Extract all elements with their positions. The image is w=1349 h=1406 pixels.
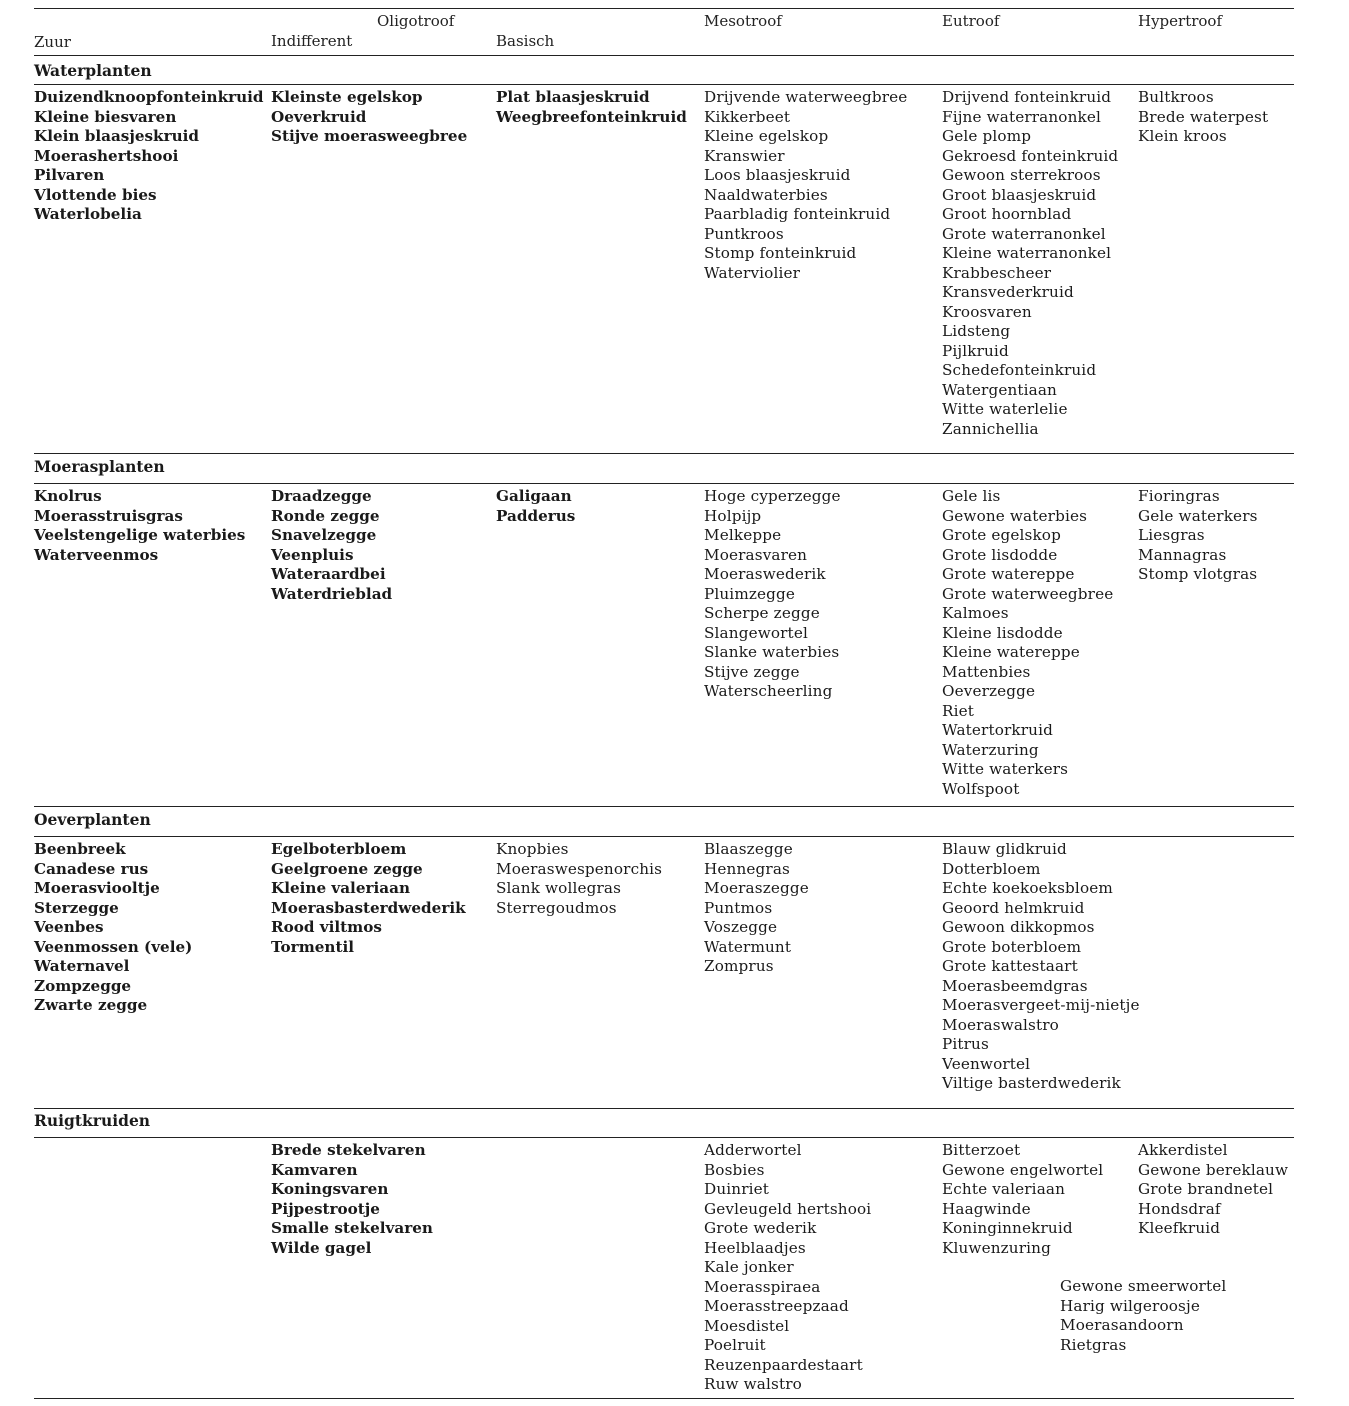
plant-name: Grote egelskop bbox=[942, 526, 1061, 544]
plant-name: Zomprus bbox=[704, 957, 774, 975]
waterplanten-eutroof-list bbox=[942, 88, 1118, 439]
plant-name: Loos blaasjeskruid bbox=[704, 166, 851, 184]
section-rule-waterplanten bbox=[34, 84, 1294, 85]
plant-name: Witte waterlelie bbox=[942, 400, 1068, 418]
plant-name: Gekroesd fonteinkruid bbox=[942, 146, 1119, 165]
oeverplanten-eutroof-list bbox=[942, 840, 1140, 1094]
plant-name: Grote wederik bbox=[704, 1219, 817, 1237]
plant-name: Veelstengelige waterbies bbox=[34, 526, 246, 544]
plant-name: Grote watereppe bbox=[942, 565, 1075, 583]
section-rule-oeverplanten bbox=[34, 836, 1294, 837]
plant-name: Blaaszegge bbox=[704, 840, 793, 858]
plant-name: Grote waterranonkel bbox=[942, 224, 1106, 243]
plant-name: Puntkroos bbox=[704, 224, 784, 243]
plant-name: Slanke waterbies bbox=[704, 643, 840, 661]
plant-name: Zompzegge bbox=[34, 976, 132, 995]
plant-name: Grote kattestaart bbox=[942, 957, 1078, 975]
plant-name: Wolfspoot bbox=[942, 779, 1020, 798]
plant-name: Grote lisdodde bbox=[942, 545, 1058, 564]
oeverplanten-basisch-list bbox=[496, 840, 662, 918]
plant-name: Groot hoornblad bbox=[942, 205, 1072, 223]
plant-name: Grote boterbloem bbox=[942, 937, 1082, 956]
plant-name: Oeverkruid bbox=[271, 107, 367, 126]
plant-name: Canadese rus bbox=[34, 859, 149, 878]
plant-name: Oeverzegge bbox=[942, 682, 1036, 700]
plant-name: Brede stekelvaren bbox=[271, 1141, 426, 1159]
section-rule-moerasplanten bbox=[34, 483, 1294, 484]
plant-name: Zwarte zegge bbox=[34, 996, 148, 1014]
plant-name: Zannichellia bbox=[942, 419, 1039, 438]
plant-name: Bultkroos bbox=[1138, 88, 1214, 106]
plant-name: Stomp fonteinkruid bbox=[704, 244, 857, 262]
table-top-rule bbox=[34, 8, 1294, 9]
plant-name: Slank wollegras bbox=[496, 879, 622, 897]
header-zuur: Zuur bbox=[34, 33, 71, 51]
plant-name: Groot blaasjeskruid bbox=[942, 185, 1097, 204]
plant-name: Grote brandnetel bbox=[1138, 1180, 1274, 1198]
plant-name: Echte koekoeksbloem bbox=[942, 879, 1113, 897]
plant-name: Reuzenpaardestaart bbox=[704, 1355, 863, 1374]
plant-name: Vlottende bies bbox=[34, 185, 157, 204]
header-basisch: Basisch bbox=[496, 32, 555, 50]
plant-name: Klein blaasjeskruid bbox=[34, 127, 200, 145]
plant-name: Moesdistel bbox=[704, 1316, 790, 1335]
plant-name: Drijvende waterweegbree bbox=[704, 88, 908, 106]
plant-name: Kleine valeriaan bbox=[271, 879, 410, 897]
plant-name: Pijlkruid bbox=[942, 341, 1009, 360]
plant-name: Liesgras bbox=[1138, 526, 1205, 544]
plant-name: Scherpe zegge bbox=[704, 604, 820, 622]
plant-name: Kleine watereppe bbox=[942, 643, 1080, 661]
plant-name: Pitrus bbox=[942, 1035, 989, 1053]
header-bottom-rule bbox=[34, 55, 1294, 56]
plant-name: Tormentil bbox=[271, 937, 355, 956]
plant-name: Kroosvaren bbox=[942, 302, 1032, 321]
plant-name: Gewone bereklauw bbox=[1138, 1160, 1289, 1179]
ruigtkruiden-hypertroof-list bbox=[1138, 1141, 1288, 1239]
waterplanten-hypertroof-list bbox=[1138, 88, 1268, 147]
plant-name: Koninginnekruid bbox=[942, 1219, 1073, 1237]
plant-name: Fijne waterranonkel bbox=[942, 107, 1102, 126]
plant-name: Haagwinde bbox=[942, 1199, 1031, 1218]
plant-name: Sterregoudmos bbox=[496, 898, 617, 917]
plant-name: Knopbies bbox=[496, 840, 569, 858]
waterplanten-basisch-list bbox=[496, 88, 687, 127]
plant-name: Moerasstreepzaad bbox=[704, 1297, 849, 1315]
moerasplanten-mesotroof-list bbox=[704, 487, 841, 702]
plant-name: Moerasspiraea bbox=[704, 1277, 821, 1296]
plant-name: Blauw glidkruid bbox=[942, 840, 1067, 858]
plant-name: Moerashertshooi bbox=[34, 146, 179, 165]
plant-name: Waterscheerling bbox=[704, 682, 833, 700]
plant-name: Waterveenmos bbox=[34, 545, 159, 564]
section-title-oeverplanten: Oeverplanten bbox=[34, 810, 151, 829]
plant-name: Veenmossen (vele) bbox=[34, 937, 193, 956]
plant-name: Veenwortel bbox=[942, 1054, 1031, 1073]
plant-name: Brede waterpest bbox=[1138, 107, 1269, 126]
section-title-moerasplanten: Moerasplanten bbox=[34, 457, 165, 476]
plant-name: Kamvaren bbox=[271, 1160, 358, 1179]
plant-name: Kranswier bbox=[704, 146, 785, 165]
section-title-waterplanten: Waterplanten bbox=[34, 61, 152, 80]
ruigtkruiden-mesotroof-list bbox=[704, 1141, 871, 1395]
plant-name: Beenbreek bbox=[34, 840, 126, 858]
plant-name: Kransvederkruid bbox=[942, 283, 1074, 301]
plant-name: Pijpestrootje bbox=[271, 1199, 380, 1218]
plant-name: Veenbes bbox=[34, 918, 104, 936]
header-eutroof: Eutroof bbox=[942, 12, 1000, 30]
plant-name: Weegbreefonteinkruid bbox=[496, 107, 687, 126]
plant-name: Drijvend fonteinkruid bbox=[942, 88, 1112, 106]
plant-name: Draadzegge bbox=[271, 487, 372, 505]
moerasplanten-basisch-list bbox=[496, 487, 575, 526]
plant-name: Gewone smeerwortel bbox=[1060, 1277, 1227, 1295]
plant-name: Moerasvaren bbox=[704, 545, 808, 564]
plant-name: Knolrus bbox=[34, 487, 102, 505]
plant-name: Slangewortel bbox=[704, 623, 808, 642]
plant-name: Moerasvergeet-mij-nietje bbox=[942, 996, 1140, 1014]
plant-name: Duinriet bbox=[704, 1180, 770, 1198]
plant-name: Kleine biesvaren bbox=[34, 107, 177, 126]
plant-name: Gele waterkers bbox=[1138, 506, 1258, 525]
plant-name: Veenpluis bbox=[271, 545, 354, 564]
plant-name: Moeraswalstro bbox=[942, 1015, 1059, 1034]
plant-name: Snavelzegge bbox=[271, 526, 377, 544]
plant-name: Viltige basterdwederik bbox=[942, 1074, 1121, 1092]
header-mesotroof: Mesotroof bbox=[704, 12, 782, 30]
waterplanten-mesotroof-list bbox=[704, 88, 907, 283]
plant-name: Ronde zegge bbox=[271, 506, 380, 525]
plant-name: Kleefkruid bbox=[1138, 1219, 1221, 1237]
plant-name: Plat blaasjeskruid bbox=[496, 88, 650, 106]
plant-name: Gewone waterbies bbox=[942, 506, 1088, 525]
plant-name: Witte waterkers bbox=[942, 760, 1069, 778]
plant-name: Naaldwaterbies bbox=[704, 185, 828, 204]
plant-name: Moerasandoorn bbox=[1060, 1316, 1184, 1334]
plant-name: Pilvaren bbox=[34, 166, 105, 184]
plant-name: Moeraszegge bbox=[704, 879, 809, 897]
plant-name: Schedefonteinkruid bbox=[942, 361, 1097, 379]
oeverplanten-zuur-list bbox=[34, 840, 192, 1016]
plant-name: Watergentiaan bbox=[942, 380, 1057, 399]
plant-name: Hennegras bbox=[704, 859, 790, 878]
plant-name: Holpijp bbox=[704, 506, 762, 525]
plant-name: Pluimzegge bbox=[704, 584, 796, 603]
plant-name: Waterdrieblad bbox=[271, 584, 393, 603]
plant-name: Voszegge bbox=[704, 918, 778, 936]
plant-name: Geoord helmkruid bbox=[942, 898, 1085, 917]
ruigtkruiden-spanning-list bbox=[1060, 1277, 1226, 1355]
plant-name: Hoge cyperzegge bbox=[704, 487, 841, 505]
plant-name: Gewoon sterrekroos bbox=[942, 166, 1101, 184]
plant-name: Kluwenzuring bbox=[942, 1238, 1051, 1257]
plant-name: Wilde gagel bbox=[271, 1238, 372, 1257]
ruigtkruiden-eutroof-list bbox=[942, 1141, 1103, 1258]
plant-name: Stijve moerasweegbree bbox=[271, 127, 468, 145]
section-top-rule-ruigtkruiden bbox=[34, 1108, 1294, 1109]
plant-name: Sterzegge bbox=[34, 898, 119, 917]
plant-name: Dotterbloem bbox=[942, 859, 1041, 878]
plant-name: Moerasstruisgras bbox=[34, 506, 183, 525]
plant-name: Gele lis bbox=[942, 487, 1001, 505]
plant-name: Waterzuring bbox=[942, 740, 1039, 759]
plant-name: Smalle stekelvaren bbox=[271, 1219, 433, 1237]
plant-name: Heelblaadjes bbox=[704, 1238, 806, 1257]
plant-name: Gele plomp bbox=[942, 127, 1032, 145]
plant-name: Grote waterweegbree bbox=[942, 584, 1114, 603]
plant-name: Kikkerbeet bbox=[704, 107, 791, 126]
plant-name: Riet bbox=[942, 701, 974, 720]
plant-name: Mattenbies bbox=[942, 662, 1031, 681]
moerasplanten-indifferent-list bbox=[271, 487, 392, 604]
plant-name: Melkeppe bbox=[704, 526, 782, 544]
section-top-rule-oeverplanten bbox=[34, 806, 1294, 807]
plant-name: Kleinste egelskop bbox=[271, 88, 423, 106]
plant-name: Kleine egelskop bbox=[704, 127, 829, 145]
plant-name: Waterlobelia bbox=[34, 205, 142, 223]
plant-name: Egelboterbloem bbox=[271, 840, 407, 858]
plant-name: Ruw walstro bbox=[704, 1375, 802, 1393]
waterplanten-indifferent-list bbox=[271, 88, 467, 147]
section-title-ruigtkruiden: Ruigtkruiden bbox=[34, 1111, 151, 1130]
oeverplanten-indifferent-list bbox=[271, 840, 466, 957]
plant-name: Puntmos bbox=[704, 898, 773, 917]
plant-name: Gevleugeld hertshooi bbox=[704, 1199, 872, 1218]
plant-name: Kleine lisdodde bbox=[942, 623, 1063, 642]
ruigtkruiden-indifferent-list bbox=[271, 1141, 433, 1258]
plant-name: Galigaan bbox=[496, 487, 572, 505]
plant-name: Bosbies bbox=[704, 1160, 765, 1179]
plant-name: Waterviolier bbox=[704, 263, 801, 282]
section-rule-ruigtkruiden bbox=[34, 1137, 1294, 1138]
plant-name: Geelgroene zegge bbox=[271, 859, 423, 878]
plant-name: Gewone engelwortel bbox=[942, 1160, 1104, 1179]
moerasplanten-hypertroof-list bbox=[1138, 487, 1258, 585]
oeverplanten-mesotroof-list bbox=[704, 840, 809, 977]
plant-name: Krabbescheer bbox=[942, 263, 1052, 282]
plant-name: Duizendknoopfonteinkruid bbox=[34, 88, 264, 106]
plant-name: Echte valeriaan bbox=[942, 1180, 1066, 1198]
plant-name: Koningsvaren bbox=[271, 1180, 389, 1198]
plant-name: Kale jonker bbox=[704, 1258, 794, 1276]
plant-name: Poelruit bbox=[704, 1336, 766, 1354]
plant-name: Gewoon dikkopmos bbox=[942, 918, 1095, 936]
plant-name: Kalmoes bbox=[942, 604, 1009, 622]
plant-name: Moerasviooltje bbox=[34, 879, 160, 897]
plant-name: Watermunt bbox=[704, 937, 792, 956]
plant-name: Wateraardbei bbox=[271, 565, 386, 583]
plant-name: Hondsdraf bbox=[1138, 1199, 1221, 1218]
plant-name: Kleine waterranonkel bbox=[942, 244, 1112, 262]
waterplanten-zuur-list bbox=[34, 88, 264, 225]
header-hypertroof: Hypertroof bbox=[1138, 12, 1223, 30]
header-oligotroof: Oligotroof bbox=[377, 12, 455, 30]
plant-name: Akkerdistel bbox=[1138, 1141, 1228, 1159]
plant-name: Rood viltmos bbox=[271, 918, 382, 936]
table-bottom-rule bbox=[34, 1398, 1294, 1399]
plant-name: Moerasbasterdwederik bbox=[271, 898, 466, 917]
plant-name: Watertorkruid bbox=[942, 721, 1053, 739]
plant-name: Stomp vlotgras bbox=[1138, 565, 1258, 583]
plant-name: Waternavel bbox=[34, 957, 130, 975]
plant-name: Adderwortel bbox=[704, 1141, 802, 1159]
moerasplanten-eutroof-list bbox=[942, 487, 1113, 799]
plant-name: Harig wilgeroosje bbox=[1060, 1296, 1200, 1315]
moerasplanten-zuur-list bbox=[34, 487, 245, 565]
plant-name: Fioringras bbox=[1138, 487, 1220, 505]
plant-name: Padderus bbox=[496, 506, 576, 525]
plant-name: Moerasbeemdgras bbox=[942, 976, 1088, 995]
section-top-rule-moerasplanten bbox=[34, 453, 1294, 454]
plant-name: Stijve zegge bbox=[704, 662, 800, 681]
plant-name: Klein kroos bbox=[1138, 127, 1227, 145]
plant-name: Lidsteng bbox=[942, 322, 1011, 340]
plant-name: Paarbladig fonteinkruid bbox=[704, 205, 891, 223]
plant-name: Moeraswederik bbox=[704, 565, 826, 583]
header-indifferent: Indifferent bbox=[271, 32, 353, 50]
plant-name: Moeraswespenorchis bbox=[496, 859, 663, 878]
plant-name: Bitterzoet bbox=[942, 1141, 1021, 1159]
plant-name: Rietgras bbox=[1060, 1335, 1127, 1354]
plant-name: Mannagras bbox=[1138, 545, 1227, 564]
